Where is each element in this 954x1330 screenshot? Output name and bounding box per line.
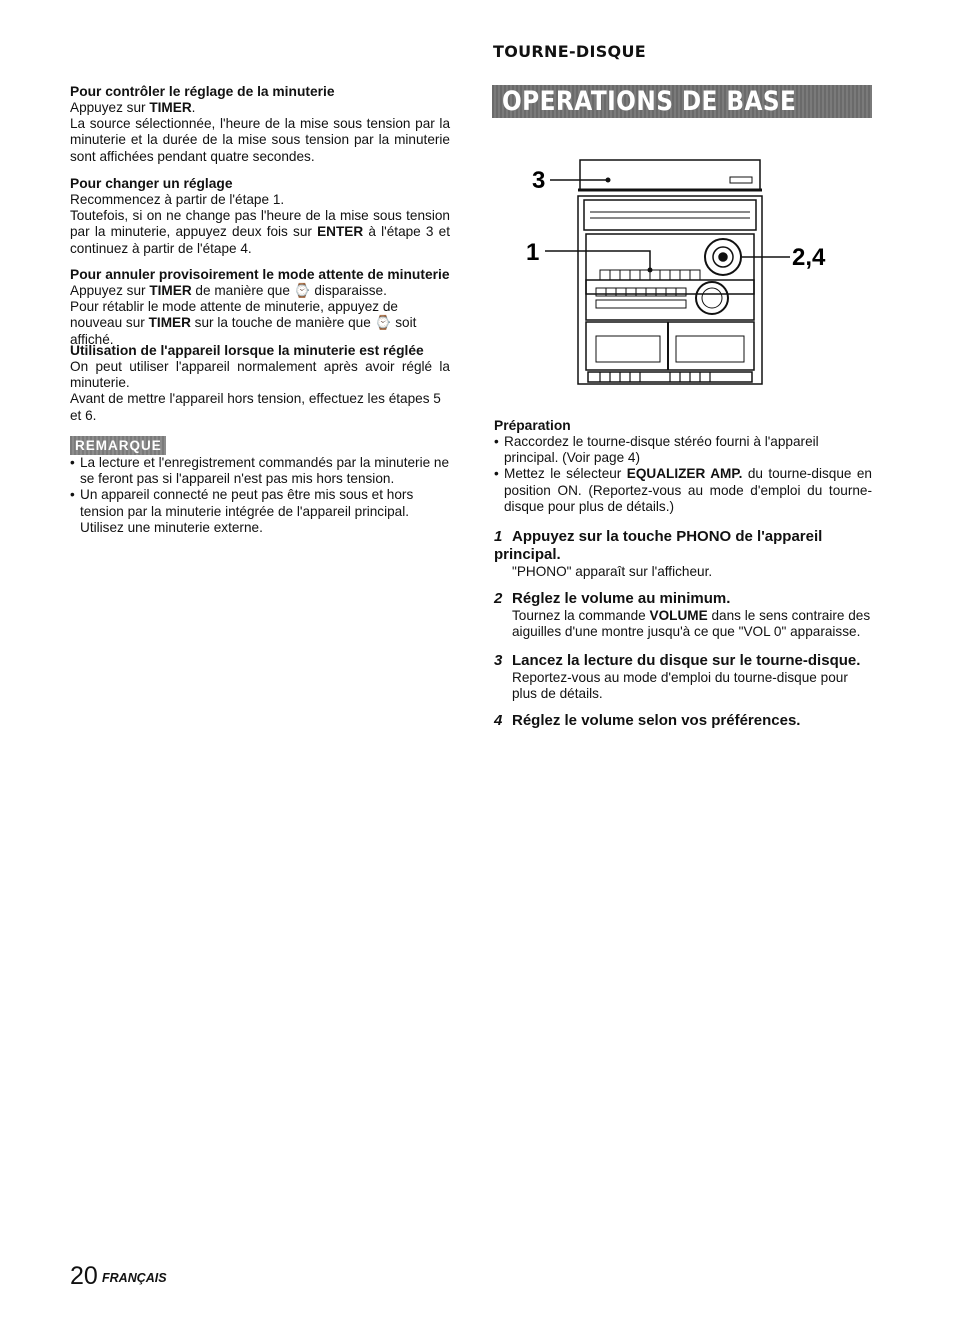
callout-3: 3 [532,167,546,194]
banner-title: OPERATIONS DE BASE [502,86,797,117]
section-heading: Pour contrôler le réglage de la minuterie [70,84,335,99]
paragraph [70,299,450,348]
section-heading: Utilisation de l'appareil lorsque la minuterie est réglée [70,343,424,358]
callout-dot [606,178,611,183]
page-number: 20 [70,1262,98,1290]
key-name: EQUALIZER AMP. [626,466,743,482]
section-heading: Pour changer un réglage [70,176,233,191]
remarque-list [70,455,450,536]
list-item [494,466,872,515]
key-name: VOLUME [649,608,708,623]
step-text: Reportez-vous au mode d'emploi du tourne-disque pour plus de détails. [512,670,848,702]
step-text [494,608,872,640]
text: . [191,100,196,115]
key-name: TIMER [149,283,192,298]
section-cancel-standby [70,267,450,348]
text: Toutefois, si on ne change pas l'heure de la mise sous tension par la minuterie, appuyez deux fois sur [70,208,450,240]
section-change-setting [70,176,450,257]
banner [492,85,872,118]
step-title: Réglez le volume au minimum. [512,590,731,607]
step-title: Appuyez sur la touche PHONO de l'appareil principal. [494,528,823,563]
step-heading [494,712,872,730]
page-language: FRANÇAIS [102,1271,167,1285]
step-4 [494,712,872,730]
section-timer-check [70,84,450,165]
text: sur la touche de manière que ⌚ soit affiché. [70,315,417,347]
text: de manière que ⌚ disparaisse. [191,283,387,298]
callout-2-4: 2,4 [792,244,826,271]
paragraph: On peut utiliser l'appareil normalement après avoir réglé la minuterie. [70,359,450,391]
paragraph [70,283,450,299]
callout-1: 1 [526,239,540,266]
step-number: 1 [494,528,503,545]
text: du tourne-disque en position ON. (Reportez-vous au mode d'emploi du tourne-disque pour plus de détails.) [504,466,872,514]
instruction-line [70,100,450,116]
step-heading [494,528,872,564]
key-name: ENTER [317,224,364,240]
paragraph: Avant de mettre l'appareil hors tension, effectuez les étapes 5 et 6. [70,391,441,423]
paragraph: La source sélectionnée, l'heure de la mise sous tension par la minuterie et la durée de la mise sous tension par la minuterie sont affichées pendant quatre secondes. [70,116,450,164]
step-number: 4 [494,712,503,729]
step-title: Lancez la lecture du disque sur le tourne-disque. [512,652,861,669]
paragraph: Recommencez à partir de l'étape 1. [70,192,285,207]
step-number: 3 [494,652,503,669]
text: dans le sens contraire des aiguilles d'une montre jusqu'à ce que "VOL 0" apparaisse. [512,608,871,640]
key-name: TIMER [149,100,192,115]
step-2 [494,590,872,640]
text: Appuyez sur [70,283,150,298]
section-usage-with-timer [70,343,450,424]
step-heading [494,652,872,670]
list-item: • La lecture et l'enregistrement commandés par la minuterie ne se feront pas si l'appareil n'est pas mis hors tension. [70,455,450,487]
section-title: TOURNE-DISQUE [493,42,646,61]
step-title: Réglez le volume selon vos préférences. [512,712,801,729]
text: Pour rétablir le mode attente de minuterie, appuyez de nouveau sur [70,299,398,331]
section-heading: Préparation [494,418,571,433]
remarque-badge [70,436,166,455]
callout-dot [648,268,653,273]
text: Mettez le sélecteur [504,466,627,482]
preparation-section [494,418,872,515]
text: à l'étape 3 et continuez à partir de l'étape 4. [70,224,451,256]
step-text: "PHONO" apparaît sur l'afficheur. [512,564,713,579]
list-item: • Un appareil connecté ne peut pas être mis sous et hors tension par la minuterie intégrée de l'appareil principal. Utilisez une minuterie externe. [70,487,450,536]
step-heading [494,590,872,608]
step-number: 2 [494,590,503,607]
text: Appuyez sur [70,100,150,115]
list-item: • Raccordez le tourne-disque stéréo fourni à l'appareil principal. (Voir page 4) [494,434,872,466]
text: Tournez la commande [512,608,650,623]
paragraph [70,208,450,257]
section-heading: Pour annuler provisoirement le mode attente de minuterie [70,267,450,282]
stereo-system-diagram [520,150,850,400]
step-1 [494,528,872,580]
key-name: TIMER [148,315,191,331]
remarque-label: REMARQUE [75,438,162,453]
step-3 [494,652,872,702]
